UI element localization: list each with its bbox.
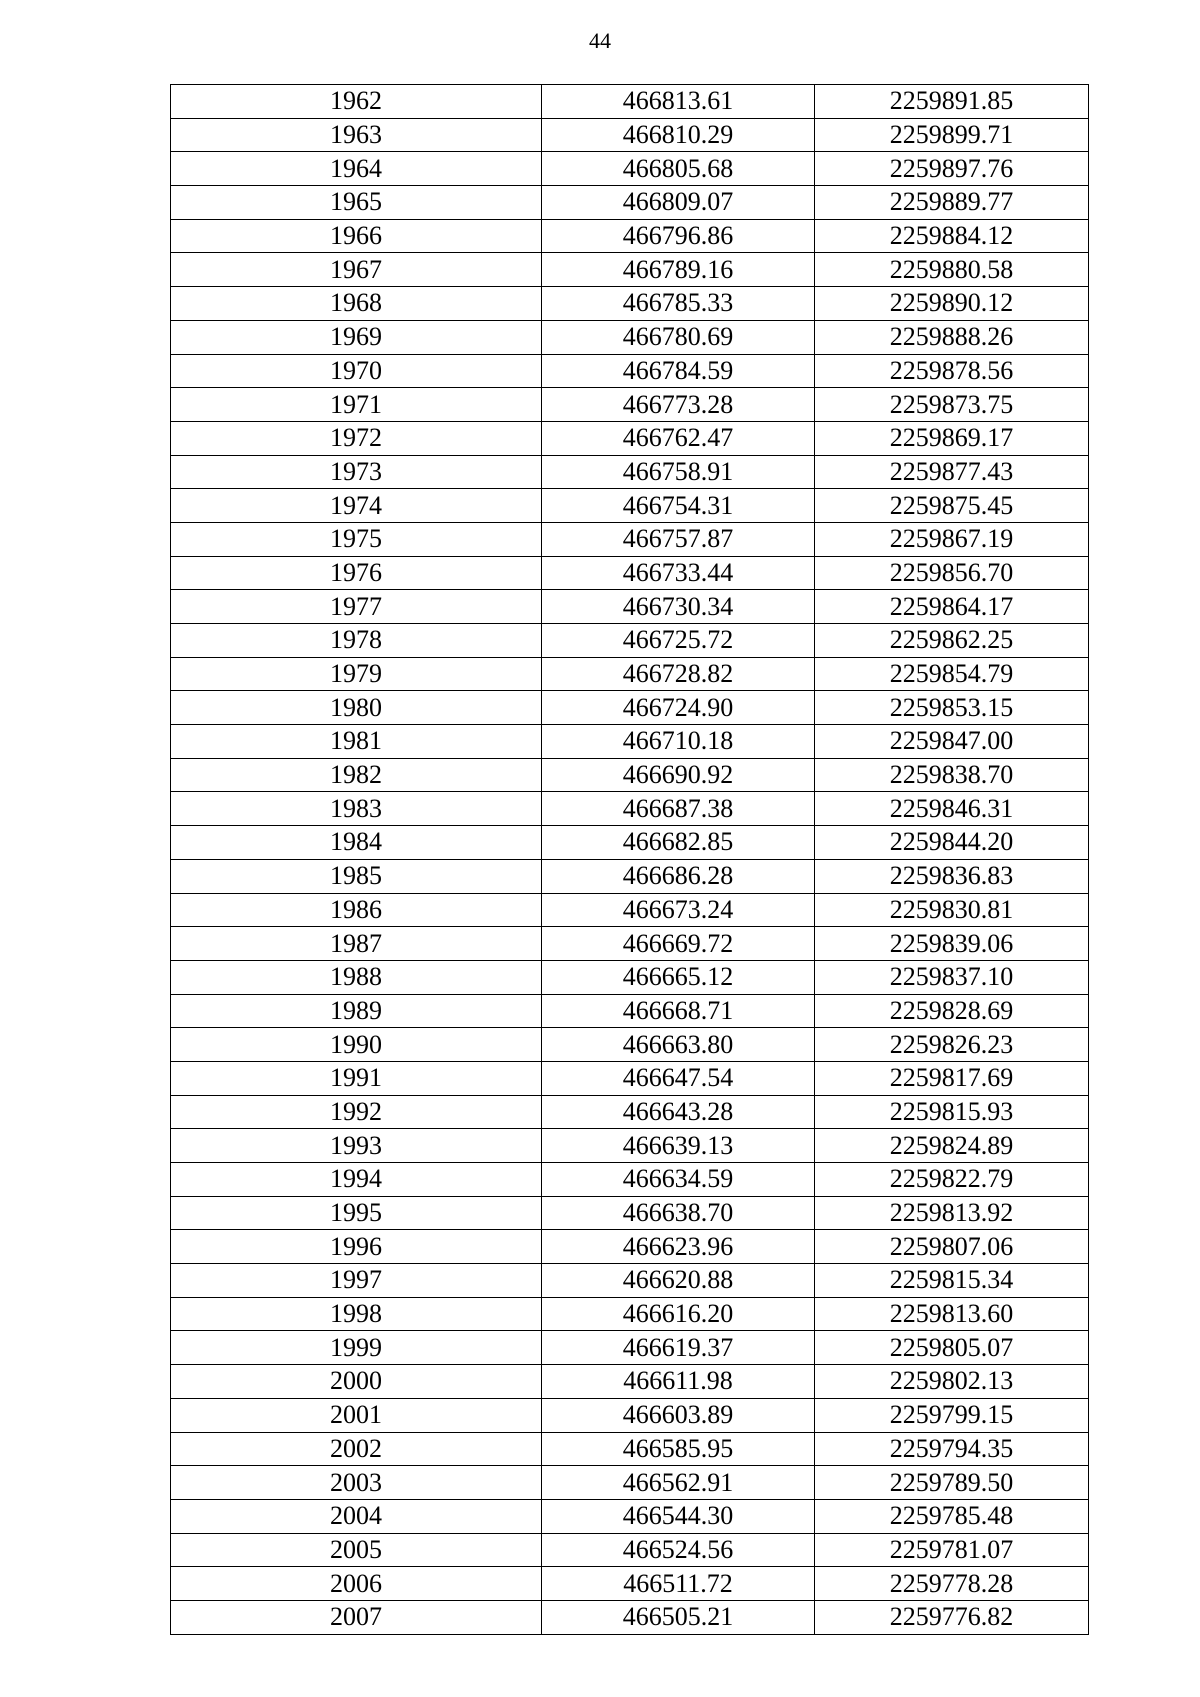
x-coordinate-cell: 466762.47 xyxy=(542,421,815,455)
y-coordinate-cell: 2259805.07 xyxy=(815,1331,1089,1365)
y-coordinate-cell: 2259802.13 xyxy=(815,1365,1089,1399)
y-coordinate-cell: 2259785.48 xyxy=(815,1499,1089,1533)
table-row xyxy=(171,118,1089,152)
table-row xyxy=(171,1297,1089,1331)
table-row xyxy=(171,1264,1089,1298)
y-coordinate-cell: 2259856.70 xyxy=(815,556,1089,590)
point-number-cell: 1970 xyxy=(171,354,542,388)
x-coordinate-cell: 466724.90 xyxy=(542,691,815,725)
point-number-cell: 2002 xyxy=(171,1432,542,1466)
x-coordinate-cell: 466813.61 xyxy=(542,85,815,119)
x-coordinate-cell: 466730.34 xyxy=(542,590,815,624)
table-row xyxy=(171,388,1089,422)
x-coordinate-cell: 466623.96 xyxy=(542,1230,815,1264)
table-row xyxy=(171,1095,1089,1129)
x-coordinate-cell: 466663.80 xyxy=(542,1028,815,1062)
x-coordinate-cell: 466562.91 xyxy=(542,1466,815,1500)
y-coordinate-cell: 2259778.28 xyxy=(815,1567,1089,1601)
table-row xyxy=(171,1365,1089,1399)
point-number-cell: 2004 xyxy=(171,1499,542,1533)
x-coordinate-cell: 466810.29 xyxy=(542,118,815,152)
x-coordinate-cell: 466780.69 xyxy=(542,320,815,354)
point-number-cell: 2003 xyxy=(171,1466,542,1500)
page-number: 44 xyxy=(589,28,611,53)
x-coordinate-cell: 466682.85 xyxy=(542,826,815,860)
table-row xyxy=(171,1129,1089,1163)
table-row xyxy=(171,556,1089,590)
table-row xyxy=(171,590,1089,624)
point-number-cell: 1987 xyxy=(171,927,542,961)
x-coordinate-cell: 466754.31 xyxy=(542,489,815,523)
table-row xyxy=(171,455,1089,489)
table-row xyxy=(171,657,1089,691)
x-coordinate-cell: 466809.07 xyxy=(542,186,815,220)
table-row xyxy=(171,792,1089,826)
y-coordinate-cell: 2259846.31 xyxy=(815,792,1089,826)
table-row xyxy=(171,85,1089,119)
table-row xyxy=(171,1466,1089,1500)
point-number-cell: 1978 xyxy=(171,624,542,658)
point-number-cell: 1977 xyxy=(171,590,542,624)
y-coordinate-cell: 2259877.43 xyxy=(815,455,1089,489)
x-coordinate-cell: 466511.72 xyxy=(542,1567,815,1601)
y-coordinate-cell: 2259854.79 xyxy=(815,657,1089,691)
table-row xyxy=(171,152,1089,186)
x-coordinate-cell: 466773.28 xyxy=(542,388,815,422)
y-coordinate-cell: 2259813.60 xyxy=(815,1297,1089,1331)
table-row xyxy=(171,1398,1089,1432)
table-row xyxy=(171,893,1089,927)
y-coordinate-cell: 2259822.79 xyxy=(815,1163,1089,1197)
y-coordinate-cell: 2259826.23 xyxy=(815,1028,1089,1062)
y-coordinate-cell: 2259853.15 xyxy=(815,691,1089,725)
x-coordinate-cell: 466686.28 xyxy=(542,859,815,893)
table-row xyxy=(171,960,1089,994)
point-number-cell: 2005 xyxy=(171,1533,542,1567)
point-number-cell: 1972 xyxy=(171,421,542,455)
y-coordinate-cell: 2259878.56 xyxy=(815,354,1089,388)
y-coordinate-cell: 2259824.89 xyxy=(815,1129,1089,1163)
x-coordinate-cell: 466725.72 xyxy=(542,624,815,658)
table-row xyxy=(171,826,1089,860)
x-coordinate-cell: 466796.86 xyxy=(542,219,815,253)
x-coordinate-cell: 466665.12 xyxy=(542,960,815,994)
point-number-cell: 1988 xyxy=(171,960,542,994)
x-coordinate-cell: 466505.21 xyxy=(542,1600,815,1634)
y-coordinate-cell: 2259880.58 xyxy=(815,253,1089,287)
table-row xyxy=(171,253,1089,287)
x-coordinate-cell: 466687.38 xyxy=(542,792,815,826)
point-number-cell: 1965 xyxy=(171,186,542,220)
point-number-cell: 1975 xyxy=(171,522,542,556)
table-row xyxy=(171,1432,1089,1466)
x-coordinate-cell: 466616.20 xyxy=(542,1297,815,1331)
x-coordinate-cell: 466673.24 xyxy=(542,893,815,927)
table-row xyxy=(171,287,1089,321)
table-row xyxy=(171,186,1089,220)
table-row xyxy=(171,522,1089,556)
y-coordinate-cell: 2259799.15 xyxy=(815,1398,1089,1432)
x-coordinate-cell: 466728.82 xyxy=(542,657,815,691)
point-number-cell: 1992 xyxy=(171,1095,542,1129)
x-coordinate-cell: 466619.37 xyxy=(542,1331,815,1365)
point-number-cell: 1966 xyxy=(171,219,542,253)
point-number-cell: 1984 xyxy=(171,826,542,860)
point-number-cell: 1995 xyxy=(171,1196,542,1230)
coordinates-table xyxy=(170,84,1089,1635)
table-row xyxy=(171,1533,1089,1567)
table-row xyxy=(171,624,1089,658)
x-coordinate-cell: 466603.89 xyxy=(542,1398,815,1432)
x-coordinate-cell: 466639.13 xyxy=(542,1129,815,1163)
point-number-cell: 1986 xyxy=(171,893,542,927)
y-coordinate-cell: 2259781.07 xyxy=(815,1533,1089,1567)
y-coordinate-cell: 2259867.19 xyxy=(815,522,1089,556)
table-row xyxy=(171,927,1089,961)
x-coordinate-cell: 466669.72 xyxy=(542,927,815,961)
table-row xyxy=(171,994,1089,1028)
coordinates-table-body xyxy=(171,85,1089,1635)
y-coordinate-cell: 2259869.17 xyxy=(815,421,1089,455)
table-row xyxy=(171,421,1089,455)
x-coordinate-cell: 466585.95 xyxy=(542,1432,815,1466)
point-number-cell: 2000 xyxy=(171,1365,542,1399)
x-coordinate-cell: 466690.92 xyxy=(542,758,815,792)
y-coordinate-cell: 2259815.34 xyxy=(815,1264,1089,1298)
x-coordinate-cell: 466805.68 xyxy=(542,152,815,186)
y-coordinate-cell: 2259884.12 xyxy=(815,219,1089,253)
x-coordinate-cell: 466785.33 xyxy=(542,287,815,321)
point-number-cell: 1967 xyxy=(171,253,542,287)
x-coordinate-cell: 466634.59 xyxy=(542,1163,815,1197)
table-row xyxy=(171,1196,1089,1230)
x-coordinate-cell: 466647.54 xyxy=(542,1061,815,1095)
x-coordinate-cell: 466544.30 xyxy=(542,1499,815,1533)
y-coordinate-cell: 2259837.10 xyxy=(815,960,1089,994)
table-row xyxy=(171,1499,1089,1533)
point-number-cell: 2007 xyxy=(171,1600,542,1634)
point-number-cell: 1991 xyxy=(171,1061,542,1095)
table-row xyxy=(171,859,1089,893)
y-coordinate-cell: 2259813.92 xyxy=(815,1196,1089,1230)
point-number-cell: 1982 xyxy=(171,758,542,792)
y-coordinate-cell: 2259875.45 xyxy=(815,489,1089,523)
table-row xyxy=(171,320,1089,354)
y-coordinate-cell: 2259888.26 xyxy=(815,320,1089,354)
table-row xyxy=(171,1600,1089,1634)
point-number-cell: 1999 xyxy=(171,1331,542,1365)
point-number-cell: 2006 xyxy=(171,1567,542,1601)
x-coordinate-cell: 466668.71 xyxy=(542,994,815,1028)
table-row xyxy=(171,1163,1089,1197)
point-number-cell: 1976 xyxy=(171,556,542,590)
table-row xyxy=(171,725,1089,759)
x-coordinate-cell: 466784.59 xyxy=(542,354,815,388)
table-row xyxy=(171,354,1089,388)
y-coordinate-cell: 2259847.00 xyxy=(815,725,1089,759)
table-row xyxy=(171,1061,1089,1095)
point-number-cell: 1998 xyxy=(171,1297,542,1331)
x-coordinate-cell: 466643.28 xyxy=(542,1095,815,1129)
y-coordinate-cell: 2259862.25 xyxy=(815,624,1089,658)
point-number-cell: 1964 xyxy=(171,152,542,186)
x-coordinate-cell: 466758.91 xyxy=(542,455,815,489)
point-number-cell: 1974 xyxy=(171,489,542,523)
x-coordinate-cell: 466611.98 xyxy=(542,1365,815,1399)
point-number-cell: 1981 xyxy=(171,725,542,759)
y-coordinate-cell: 2259891.85 xyxy=(815,85,1089,119)
table-row xyxy=(171,1331,1089,1365)
y-coordinate-cell: 2259776.82 xyxy=(815,1600,1089,1634)
y-coordinate-cell: 2259836.83 xyxy=(815,859,1089,893)
x-coordinate-cell: 466638.70 xyxy=(542,1196,815,1230)
point-number-cell: 1990 xyxy=(171,1028,542,1062)
y-coordinate-cell: 2259839.06 xyxy=(815,927,1089,961)
table-row xyxy=(171,1028,1089,1062)
point-number-cell: 1993 xyxy=(171,1129,542,1163)
y-coordinate-cell: 2259864.17 xyxy=(815,590,1089,624)
y-coordinate-cell: 2259897.76 xyxy=(815,152,1089,186)
point-number-cell: 1971 xyxy=(171,388,542,422)
point-number-cell: 1963 xyxy=(171,118,542,152)
y-coordinate-cell: 2259873.75 xyxy=(815,388,1089,422)
y-coordinate-cell: 2259817.69 xyxy=(815,1061,1089,1095)
y-coordinate-cell: 2259794.35 xyxy=(815,1432,1089,1466)
table-row xyxy=(171,691,1089,725)
point-number-cell: 1983 xyxy=(171,792,542,826)
point-number-cell: 1968 xyxy=(171,287,542,321)
table-row xyxy=(171,489,1089,523)
y-coordinate-cell: 2259830.81 xyxy=(815,893,1089,927)
y-coordinate-cell: 2259844.20 xyxy=(815,826,1089,860)
y-coordinate-cell: 2259889.77 xyxy=(815,186,1089,220)
x-coordinate-cell: 466620.88 xyxy=(542,1264,815,1298)
table-row xyxy=(171,1567,1089,1601)
x-coordinate-cell: 466710.18 xyxy=(542,725,815,759)
y-coordinate-cell: 2259890.12 xyxy=(815,287,1089,321)
y-coordinate-cell: 2259789.50 xyxy=(815,1466,1089,1500)
x-coordinate-cell: 466757.87 xyxy=(542,522,815,556)
table-row xyxy=(171,1230,1089,1264)
point-number-cell: 2001 xyxy=(171,1398,542,1432)
y-coordinate-cell: 2259815.93 xyxy=(815,1095,1089,1129)
point-number-cell: 1989 xyxy=(171,994,542,1028)
point-number-cell: 1980 xyxy=(171,691,542,725)
x-coordinate-cell: 466524.56 xyxy=(542,1533,815,1567)
point-number-cell: 1985 xyxy=(171,859,542,893)
y-coordinate-cell: 2259807.06 xyxy=(815,1230,1089,1264)
table-row xyxy=(171,758,1089,792)
point-number-cell: 1996 xyxy=(171,1230,542,1264)
point-number-cell: 1973 xyxy=(171,455,542,489)
x-coordinate-cell: 466733.44 xyxy=(542,556,815,590)
y-coordinate-cell: 2259838.70 xyxy=(815,758,1089,792)
point-number-cell: 1962 xyxy=(171,85,542,119)
point-number-cell: 1994 xyxy=(171,1163,542,1197)
x-coordinate-cell: 466789.16 xyxy=(542,253,815,287)
table-row xyxy=(171,219,1089,253)
y-coordinate-cell: 2259899.71 xyxy=(815,118,1089,152)
point-number-cell: 1969 xyxy=(171,320,542,354)
y-coordinate-cell: 2259828.69 xyxy=(815,994,1089,1028)
point-number-cell: 1997 xyxy=(171,1264,542,1298)
point-number-cell: 1979 xyxy=(171,657,542,691)
